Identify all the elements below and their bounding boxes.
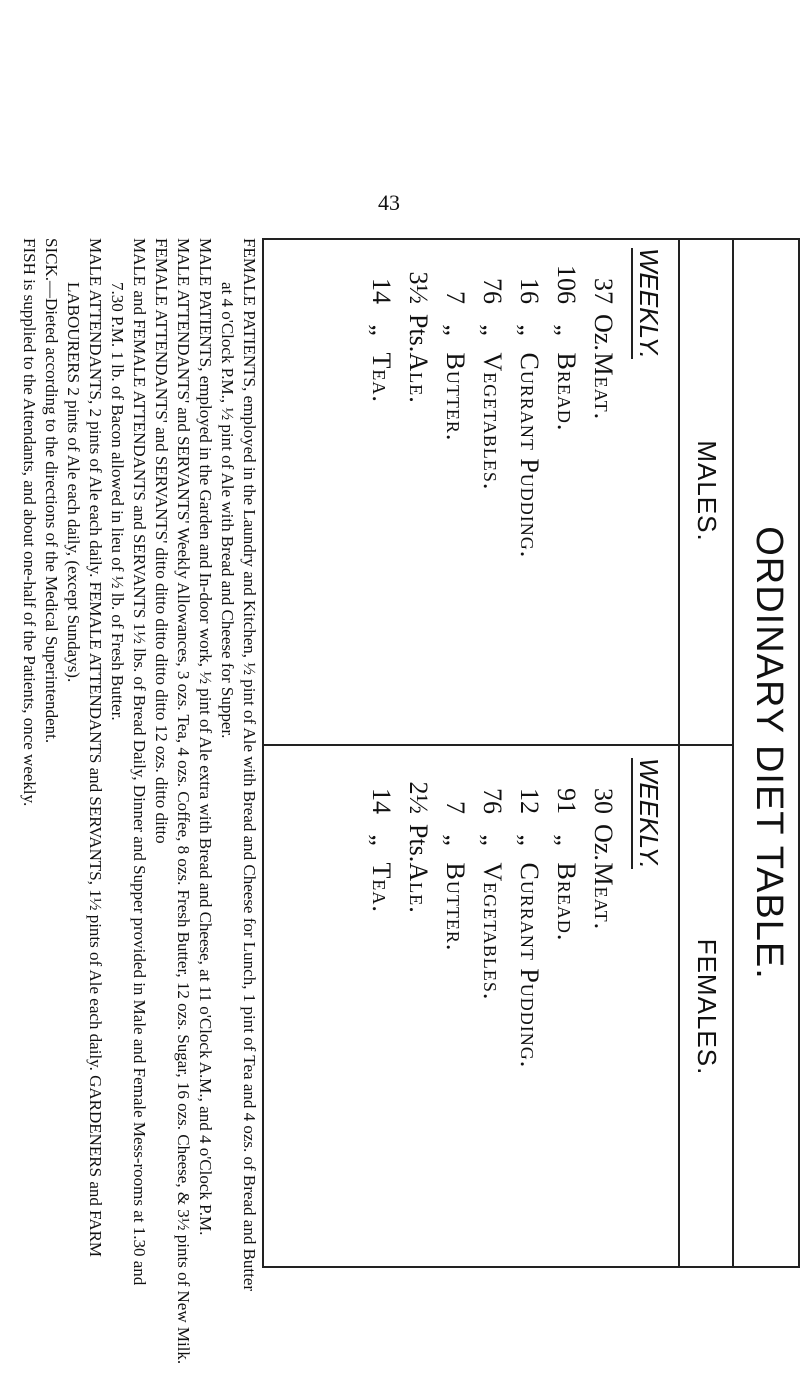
footnotes-continued-frame (20, 238, 800, 1365)
list-item: 30Oz. Meat. (589, 788, 618, 931)
list-item: 14„ Tea. (367, 788, 396, 913)
list-item: 3½Pts. Ale. (404, 271, 433, 404)
note-line: MALE and FEMALE ATTENDANTS and SERVANTS 1½ lbs. of Bread Daily, Dinner and Supper provided in Male and Female Mess-rooms at 1.30 and (130, 238, 149, 1286)
list-item: 16„ Currant Pudding. (515, 278, 544, 559)
note-line: FEMALE PATIENTS, employed in the Laundry and Kitchen, ½ pint of Ale with Bread and Cheese for Lunch, 1 pint of Tea and 4 ozs. of Bread and Butter (240, 238, 259, 1292)
list-item: 76„ Vegetables. (478, 278, 507, 491)
females-weekly-label: WEEKLY. (631, 758, 664, 869)
females-heading: FEMALES. (692, 938, 722, 1076)
males-weekly-label: WEEKLY. (631, 248, 664, 359)
note-line: at 4 o'Clock P.M., ½ pint of Ale with Bread and Cheese for Supper. (218, 282, 237, 739)
list-item: 91„ Bread. (552, 788, 581, 942)
note-line: 7.30 P.M. 1 lb. of Bacon allowed in lieu of ½ lb. of Fresh Butter. (108, 282, 127, 721)
list-item: 76„ Vegetables. (478, 788, 507, 1001)
list-item: 7„ Butter. (441, 801, 470, 952)
males-heading: MALES. (692, 440, 722, 542)
note-line: FISH is supplied to the Attendants, and about one-half of the Patients, once weekly. (20, 238, 39, 807)
list-item: 37Oz. Meat. (589, 278, 618, 421)
list-item: 12„ Currant Pudding. (515, 788, 544, 1069)
note-line: MALE ATTENDANTS, 2 pints of Ale each daily. FEMALE ATTENDANTS and SERVANTS, 1½ pints of Ale each daily. GARDENERS and FARM (86, 238, 105, 1258)
note-line: SICK.—Dieted according to the directions of the Medical Superintendent. (42, 238, 61, 744)
list-item: 106„ Bread. (552, 265, 581, 432)
table-title: ORDINARY DIET TABLE. (748, 526, 790, 980)
note-line: LABOURERS 2 pints of Ale each daily, (except Sundays). (64, 282, 83, 683)
footnotes-continued (18, 238, 128, 1268)
list-item: 7„ Butter. (441, 291, 470, 442)
note-line: FEMALE ATTENDANTS' and SERVANTS' ditto ditto ditto ditto ditto 12 ozs. ditto ditto (152, 238, 171, 844)
note-line: MALE PATIENTS, employed in the Garden and In-door work, ½ pint of Ale extra with Bread and Cheese, at 11 o'Clock A.M., and 4 o'Clock P.M. (196, 238, 215, 1236)
note-line: MALE ATTENDANTS' and SERVANTS' Weekly Allowances, 3 ozs. Tea, 4 ozs. Coffee, 8 ozs. Fresh Butter, 12 ozs. Sugar, 16 ozs. Cheese, & 3½ pints of New Milk. (174, 238, 193, 1365)
page-number: 43 (378, 190, 400, 215)
list-item: 2½Pts. Ale. (404, 781, 433, 914)
list-item: 14„ Tea. (367, 278, 396, 403)
